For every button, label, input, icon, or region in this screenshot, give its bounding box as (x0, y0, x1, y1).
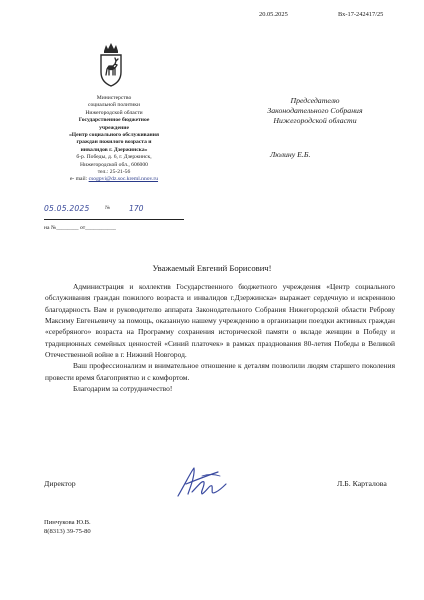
reply-to-field: на №________ от___________ (44, 225, 116, 231)
sender-email-line (46, 176, 182, 183)
sender-address-line: б-р. Победы, д. 6, г. Дзержинск, (76, 154, 152, 161)
signer-title: Директор (44, 479, 76, 488)
sender-ministry-line: социальной политики (88, 102, 140, 109)
sender-ministry-line: Нижегородской области (85, 109, 143, 116)
sender-ministry-line: Министерство (96, 95, 132, 101)
sender-address-line: Нижегородской обл., 606000 (80, 161, 148, 168)
body-paragraph: Администрация и коллектив Государственного бюджетного учреждения «Центр социального обслуживания граждан пожилого возраста и инвалидов г.Дзержинска» выражает сердечную и искреннюю благодарность Вам и руководителю аппарата Законодательного Собрания Нижегородской области Реброву Максиму Евгеньевичу за помощь, оказанную нашему учреждению в организации поездки активных граждан «серебряного» возраста на Программу сохранения исторической памяти о вкладе женщин в Победу и традиционных семейных ценностей «Синий платочек» в рамках празднования 80-летия Победы в Великой Отечественной войне в г. Нижний Новгород. (45, 282, 395, 360)
sender-org-line: инвалидов г. Дзержинска» (80, 146, 148, 153)
handwritten-signature-icon (172, 462, 230, 504)
outgoing-number-label: № (105, 205, 111, 211)
addressee-name: Люлину Е.Б. (270, 150, 311, 159)
outgoing-handwritten-date: 05.05.2025 (44, 204, 90, 213)
addressee-block (240, 96, 390, 126)
sender-org-line: Государственное бюджетное (78, 117, 150, 124)
outgoing-number-field (44, 205, 184, 220)
addressee-line: Председателю (290, 96, 340, 105)
sender-email-link[interactable]: csogpvi@dz.soc.kreml.nnov.ru (88, 176, 159, 183)
sender-org-line: граждан пожилого возраста и (76, 139, 152, 146)
sender-org-line: «Центр социального обслуживания (69, 132, 159, 139)
signer-name: Л.Б. Карталова (337, 479, 387, 488)
executor-name: Пинчукова Ю.В. (44, 519, 91, 526)
sender-phone: тел.: 25-21-56 (97, 169, 131, 176)
outgoing-handwritten-number: 170 (129, 204, 144, 213)
sender-block (46, 95, 182, 184)
executor-phone: 8(8313) 39-75-80 (44, 528, 91, 535)
letter-body (45, 281, 395, 394)
salutation: Уважаемый Евгений Борисович! (152, 263, 272, 273)
email-label: e- mail: (69, 176, 88, 183)
addressee-line: Нижегородской области (273, 116, 357, 125)
addressee-line: Законодательного Собрания (267, 106, 363, 115)
body-paragraph: Ваш профессионализм и внимательное отношение к деталям позволили людям старшего поколения провести время благоприятно и с комфортом. (45, 361, 395, 382)
registration-number: Вх-17-242417/25 (338, 11, 384, 18)
executor-block (44, 518, 91, 536)
registration-date: 20.05.2025 (259, 11, 288, 18)
body-paragraph: Благодарим за сотрудничество! (73, 384, 173, 394)
nizhny-novgorod-coat-of-arms-icon (98, 42, 124, 88)
sender-org-line: учреждение (99, 124, 129, 131)
